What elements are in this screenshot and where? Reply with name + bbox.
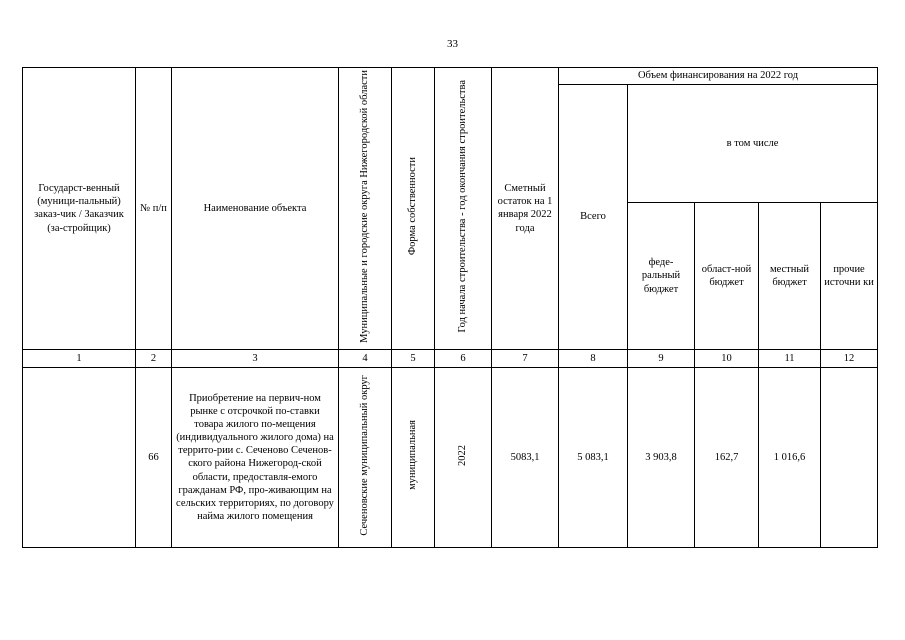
header-including: в том числе [628,85,878,203]
header-regional: област-ной бюджет [695,202,759,349]
row-years-cell [435,367,492,547]
row-regional: 162,7 [695,367,759,547]
row-total: 5 083,1 [559,367,628,547]
header-object-name: Наименование объекта [172,68,339,350]
column-number: 6 [435,349,492,367]
row-local: 1 016,6 [759,367,821,547]
column-number: 8 [559,349,628,367]
header-other: прочие источни ки [821,202,878,349]
column-number: 1 [23,349,136,367]
row-federal: 3 903,8 [628,367,695,547]
header-total: Всего [559,85,628,350]
page-number: 33 [447,38,458,50]
row-object-name: Приобретение на первич-ном рынке с отсрочкой по-ставки товара жилого по-мещения (индивидуального жилого дома) на террито-рии с. Сеченово Сеченов-ского района Нижегород-ской области, предоставля-емого гражданам РФ, про-живающим на сельских территориях, по договору найма жилого помещения [172,367,339,547]
column-number: 12 [821,349,878,367]
row-ownership-cell [392,367,435,547]
header-municipality-cell [339,68,392,350]
row-number: 66 [136,367,172,547]
header-financing: Объем финансирования на 2022 год [559,68,878,85]
header-remaining: Сметный остаток на 1 января 2022 года [492,68,559,350]
header-federal: феде-ральный бюджет [628,202,695,349]
header-number: № п/п [136,68,172,350]
column-number: 5 [392,349,435,367]
header-ownership: Форма собственности [406,157,418,256]
column-number: 3 [172,349,339,367]
row-years: 2022 [456,444,468,466]
column-number: 7 [492,349,559,367]
row-municipality-cell [339,367,392,547]
header-local: местный бюджет [759,202,821,349]
row-customer [23,367,136,547]
header-municipality: Муниципальные и городские округа Нижегородской области [358,70,370,343]
row-other [821,367,878,547]
column-number: 9 [628,349,695,367]
column-numbers-row [23,349,878,367]
header-ownership-cell [392,68,435,350]
column-number: 11 [759,349,821,367]
column-number: 2 [136,349,172,367]
column-number: 10 [695,349,759,367]
column-number: 4 [339,349,392,367]
row-ownership: муниципальная [406,420,418,491]
header-years: Год начала строительства - год окончания строительства [456,80,468,333]
row-municipality: Сеченовские муниципальный округ [358,375,370,536]
header-customer: Государст-венный (муници-пальный) заказ-чик / Заказчик (за-стройщик) [23,68,136,350]
financing-table [22,67,878,548]
header-years-cell [435,68,492,350]
row-remaining: 5083,1 [492,367,559,547]
table-row [23,367,878,547]
